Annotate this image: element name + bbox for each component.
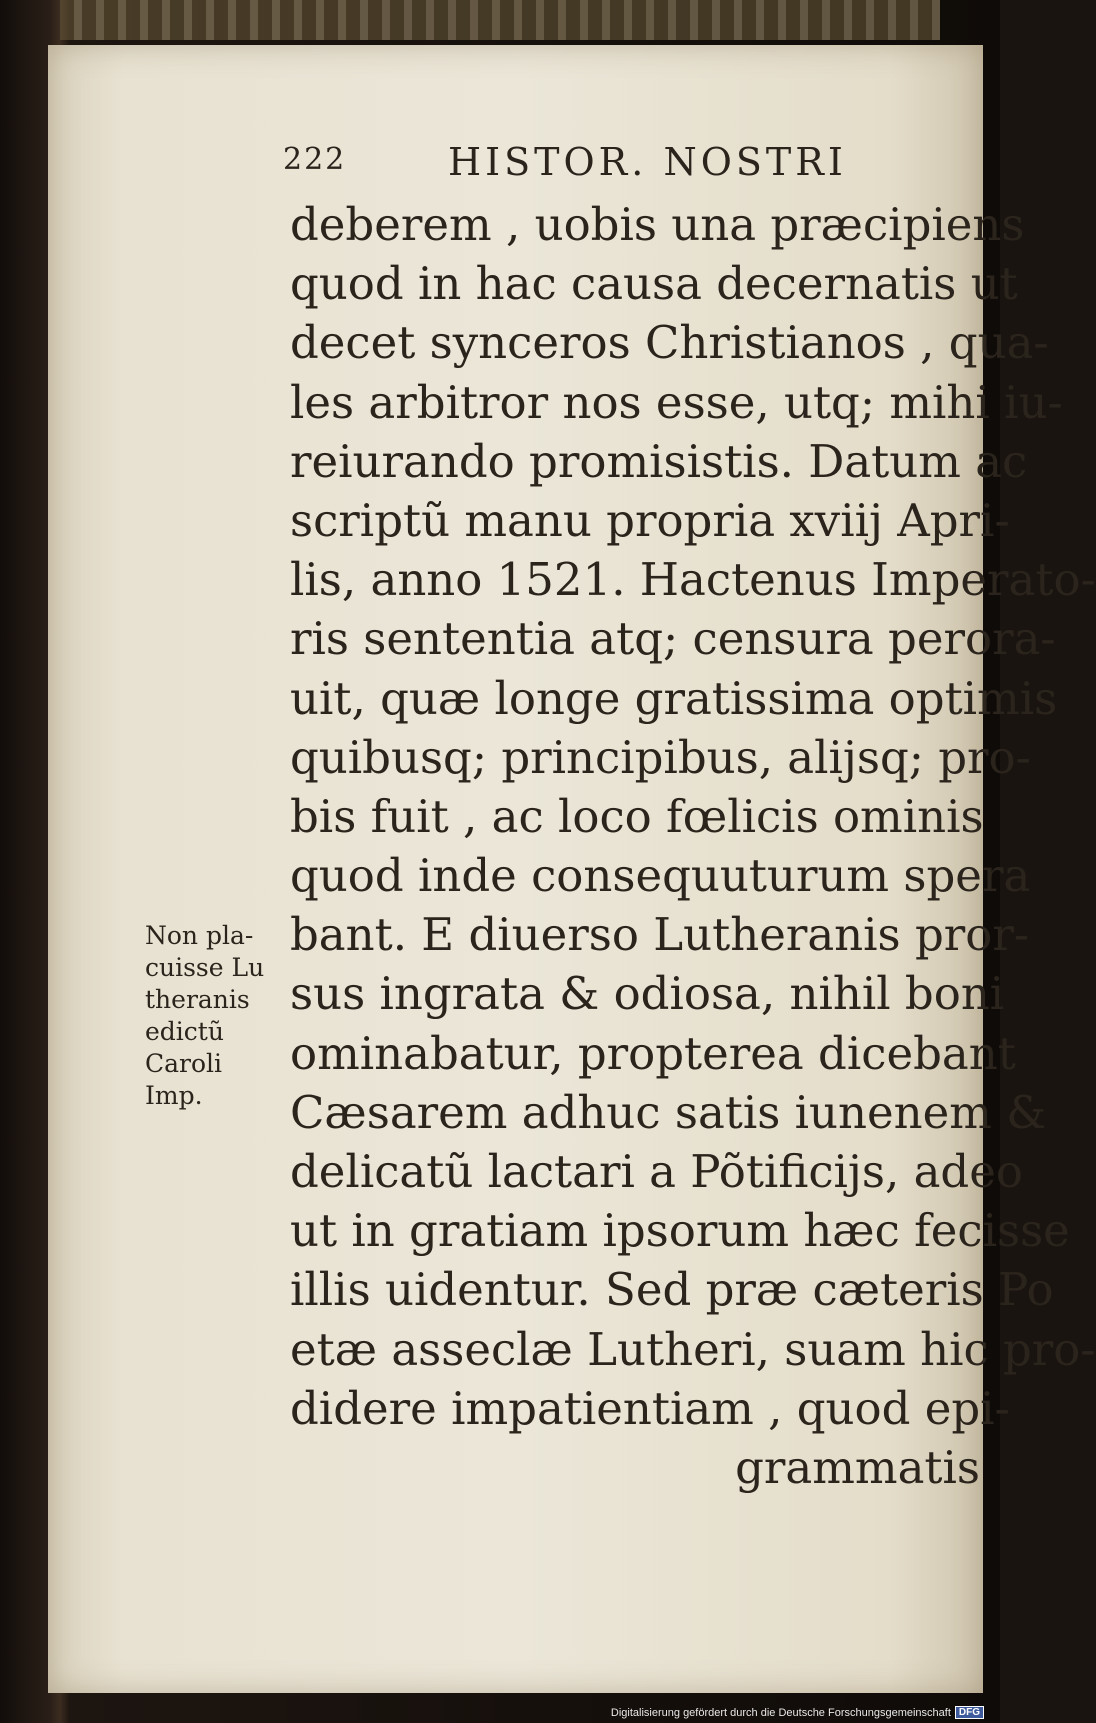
body-text <box>290 195 1096 1497</box>
text-line: ris sententia atq; censura perora- <box>290 612 1056 666</box>
margin-note <box>145 920 285 1112</box>
page-edge-strip <box>60 0 940 40</box>
text-line: scriptũ manu propria xviij Apri- <box>290 493 1010 547</box>
text-line: deberem , uobis una præcipiens <box>290 198 1025 251</box>
text-line: didere impatientiam , quod epi- <box>290 1381 1010 1435</box>
running-title: HISTOR. NOSTRI <box>448 140 847 184</box>
text-line: ut in gratiam ipsorum hæc fecisse <box>290 1204 1070 1258</box>
margin-note-line: edictũ <box>145 1017 224 1046</box>
margin-note-line: cuisse Lu <box>145 953 265 982</box>
text-line: decet synceros Christianos , qua- <box>290 316 1049 370</box>
catchword: grammatis <box>735 1440 980 1494</box>
text-line: reiurando promisistis. Datum ac <box>290 434 1028 488</box>
text-line: illis uidentur. Sed præ cæteris Po <box>290 1263 1054 1317</box>
text-line: delicatũ lactari a Põtificijs, adeo <box>290 1145 1023 1198</box>
text-line: uit, quæ longe gratissima optimis <box>290 671 1058 725</box>
text-line: bis fuit , ac loco fœlicis ominis <box>290 789 984 843</box>
digitization-credit <box>611 1706 984 1719</box>
dfg-logo: DFG <box>955 1706 984 1719</box>
margin-note-line: Caroli <box>145 1049 223 1078</box>
text-line: quod in hac causa decernatis ut <box>290 257 1018 311</box>
page-number: 222 <box>283 142 347 177</box>
text-line: bant. E diuerso Lutheranis pror- <box>290 908 1030 962</box>
margin-note-line: Imp. <box>145 1081 203 1110</box>
text-line: sus ingrata & odiosa, nihil boni <box>290 967 1005 1021</box>
text-line: lis, anno 1521. Hactenus Imperato- <box>290 553 1096 607</box>
text-line: quod inde consequuturum spera <box>290 849 1031 903</box>
credit-text: Digitalisierung gefördert durch die Deutsche Forschungsgemeinschaft <box>610 1706 951 1719</box>
margin-note-line: theranis <box>145 985 250 1014</box>
text-line: etæ asseclæ Lutheri, suam hic pro- <box>290 1322 1096 1376</box>
text-line: Cæsarem adhuc satis iunenem & <box>290 1085 1047 1139</box>
text-line: les arbitror nos esse, utq; mihi iu- <box>290 375 1063 429</box>
text-line: ominabatur, propterea dicebant <box>290 1026 1016 1080</box>
margin-note-line: Non pla- <box>145 921 254 950</box>
text-line: quibusq; principibus, alijsq; pro- <box>290 730 1031 784</box>
